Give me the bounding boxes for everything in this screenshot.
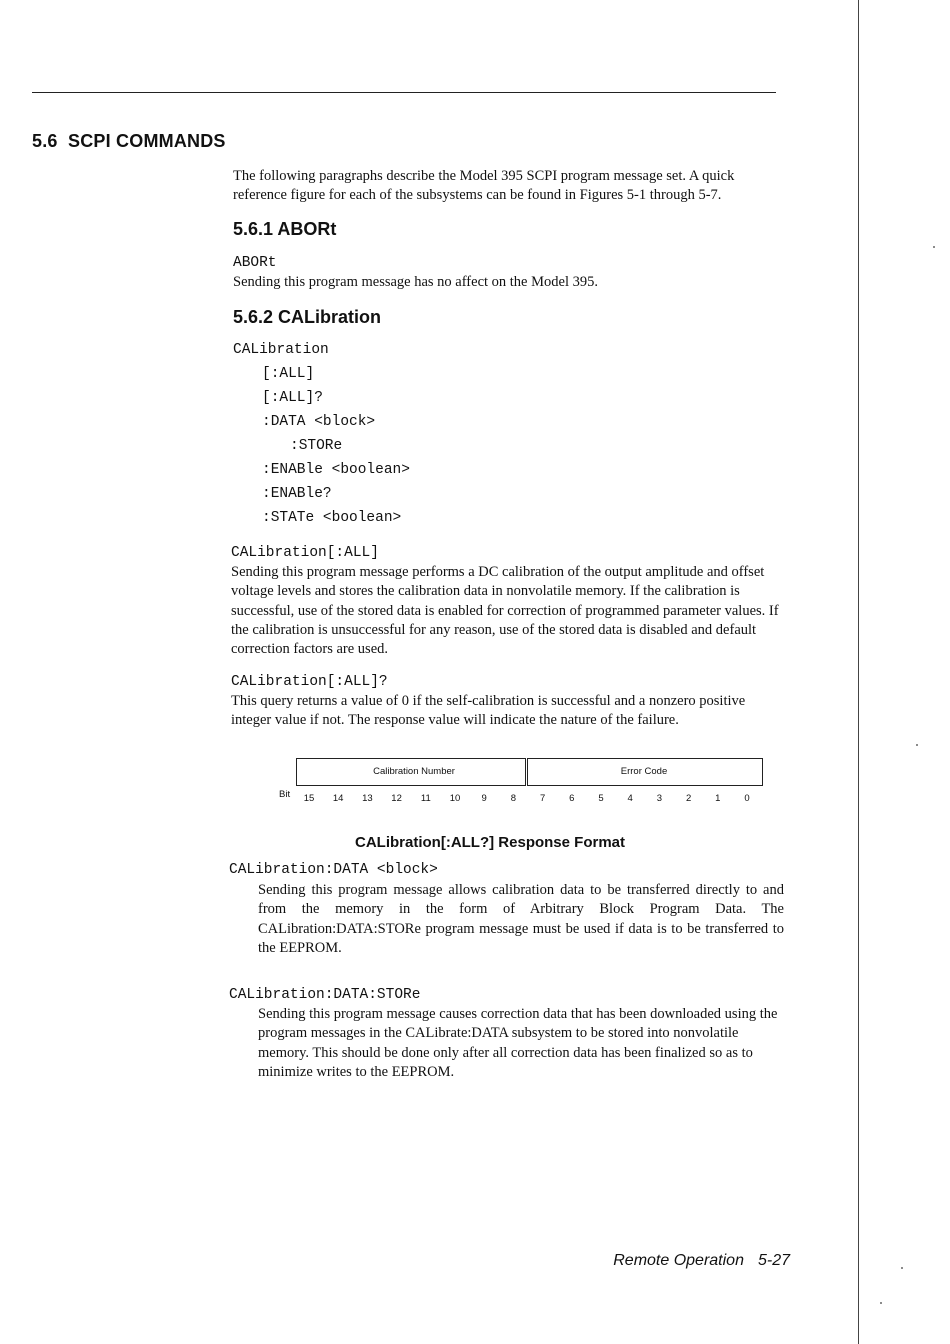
bit-number: 10 bbox=[449, 793, 461, 804]
intro-paragraph: The following paragraphs describe the Model 395 SCPI program message set. A quick reference figure for each of the subsystems can be found in Figures 5-1 through 5-7. bbox=[233, 168, 735, 204]
bit-number: 4 bbox=[627, 793, 633, 804]
cal-query-description: This query returns a value of 0 if the self-calibration is successful and a nonzero positive integer value if not. The response value will indicate the nature of the failure. bbox=[231, 693, 746, 729]
section-heading bbox=[32, 131, 226, 152]
abort-description: Sending this program message has no affect on the Model 395. bbox=[233, 274, 598, 290]
cal-store-description: Sending this program message causes correction data that has been downloaded using the program messages in the CALibrate:DATA subsystem to be stored into nonvolatile memory. This should be done only after all correction data has been finalized so as to minimize writes to the EEPROM. bbox=[258, 1006, 778, 1080]
cal-data-command: CALibration:DATA <block> bbox=[229, 862, 438, 878]
bit-number: 9 bbox=[481, 793, 487, 804]
scan-speck bbox=[880, 1302, 882, 1304]
bit-number: 15 bbox=[303, 793, 315, 804]
bit-number: 6 bbox=[569, 793, 575, 804]
abort-command: ABORt bbox=[233, 255, 277, 271]
bit-number: 7 bbox=[539, 793, 546, 804]
tree-line-enable: :ENABle <boolean> bbox=[262, 462, 410, 478]
cal-query-command: CALibration[:ALL]? bbox=[231, 674, 388, 690]
abort-heading: 5.6.1 ABORt bbox=[233, 219, 337, 239]
bit-number: 8 bbox=[510, 793, 517, 804]
bit-number: 14 bbox=[332, 793, 344, 804]
section-number: 5.6 bbox=[32, 131, 58, 151]
cal-data-description: Sending this program message allows calibration data to be transferred directly to and from the memory in the form of Arbitrary Block Program Data. The CALibration:DATA:STORe program message must be used if data is to be transferred to the EEPROM. bbox=[258, 882, 784, 956]
bit-number: 0 bbox=[744, 793, 750, 804]
calibration-number-label: Calibration Number bbox=[373, 766, 455, 777]
bit-number: 2 bbox=[685, 793, 692, 804]
header-rule bbox=[32, 92, 776, 93]
footer-chapter: Remote Operation bbox=[613, 1252, 744, 1269]
bit-number: 1 bbox=[715, 793, 721, 804]
error-code-label: Error Code bbox=[620, 766, 668, 777]
bit-number: 11 bbox=[420, 793, 431, 804]
tree-root: CALibration bbox=[233, 342, 329, 358]
bit-label: Bit bbox=[279, 789, 291, 800]
footer-page-number: 5-27 bbox=[757, 1252, 790, 1269]
tree-line-state: :STATe <boolean> bbox=[262, 510, 402, 526]
page-edge-line bbox=[858, 0, 859, 1344]
tree-line-store: :STORe bbox=[290, 438, 343, 454]
scan-speck bbox=[916, 744, 918, 746]
section-title: SCPI COMMANDS bbox=[68, 131, 226, 151]
tree-line-all: [:ALL] bbox=[262, 366, 315, 382]
bit-number: 3 bbox=[656, 793, 663, 804]
scan-speck bbox=[933, 246, 935, 248]
tree-line-data: :DATA <block> bbox=[262, 414, 376, 430]
scan-speck bbox=[901, 1267, 903, 1269]
cal-all-description: Sending this program message performs a DC calibration of the output amplitude and offset voltage levels and stores the calibration data in nonvolatile memory. If the calibration is successful, use of the stored data is enabled for correction of programmed parameter values. If the calibration is unsuccessful for any reason, use of the stored data is disabled and default correction factors are used. bbox=[231, 564, 779, 658]
bit-number: 5 bbox=[598, 793, 604, 804]
tree-line-enable-query: :ENABle? bbox=[262, 486, 332, 502]
bit-number: 13 bbox=[362, 793, 373, 804]
page-footer bbox=[613, 1252, 790, 1270]
bit-number: 12 bbox=[391, 793, 402, 804]
tree-line-all-query: [:ALL]? bbox=[262, 390, 323, 406]
response-format-caption: CALibration[:ALL?] Response Format bbox=[355, 834, 625, 851]
calibration-heading: 5.6.2 CALibration bbox=[233, 307, 382, 327]
cal-all-command: CALibration[:ALL] bbox=[231, 545, 379, 561]
cal-store-command: CALibration:DATA:STORe bbox=[229, 987, 421, 1003]
